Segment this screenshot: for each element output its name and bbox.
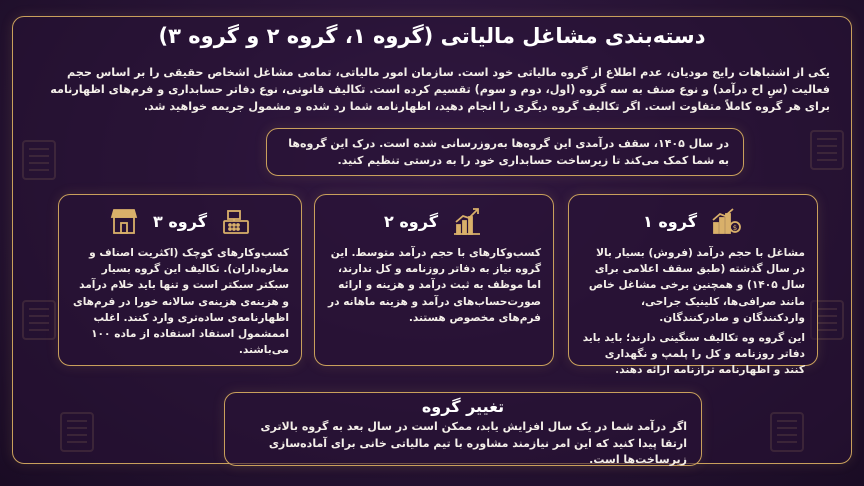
note-box bbox=[266, 128, 744, 176]
change-group-text: اگر درآمد شما در یک سال افزایش یابد، ممکن است در سال بعد به گروه بالاتری ارتقا پیدا کنید که این امر نیازمند مشاوره با تیم مالیاتی خانی برای آماده‌سازی زیرساخت‌ها است. bbox=[260, 420, 687, 466]
group-1-title: گروه ۱ bbox=[643, 211, 697, 231]
intro-paragraph: یکی از اشتباهات رایج مودیان، عدم اطلاع از گروه مالیاتی خود است. سازمان امور مالیاتی، تمامی مشاغل اشخاص حقیقی را بر اساس حجم فعالیت (سِ اح درآمد) و نوع صنف به سه گروه (اول، دوم و سوم) تقسیم کرده است. تکالیف قانونی، نوع دفاتر حسابداری و فرم‌های اظهارنامه برای هر گروه کاملاً متفاوت است. اگر تکالیف گروه دیگری را انجام دهید، اظهارنامه شما رد شده و مشمول جریمه خواهید شد. bbox=[50, 66, 830, 113]
change-group-title: تغییر گروه bbox=[421, 397, 505, 416]
page-title: دسته‌بندی مشاغل مالیاتی (گروه ۱، گروه ۲ و گروه ۳) bbox=[158, 24, 706, 48]
group-3-title: گروه ۳ bbox=[153, 211, 207, 231]
group-2-description: کسب‌وکارهای با حجم درآمد متوسط. این گروه نیاز به دفاتر روزنامه و کل ندارند، اما موظف به ثبت درآمد و هزینه و ارائه صورت‌حساب‌های درآمد و هزینه ماهانه در فرم‌های مخصوص هستند. bbox=[327, 247, 541, 324]
chart-coin-icon bbox=[709, 204, 743, 238]
group-1-description: مشاغل با حجم درآمد (فروش) بسیار بالا در سال گذشته (طبق سقف اعلامی برای سال ۱۴۰۵) و همچنین برخی مشاغل خاص مانند صرافی‌ها، کلینیک جراحی، واردکنندگان و صادرکنندگان. bbox=[588, 247, 805, 324]
group-1-card bbox=[568, 194, 818, 377]
growth-chart-icon bbox=[450, 204, 484, 238]
shop-icon bbox=[107, 204, 141, 238]
cash-register-icon bbox=[219, 204, 253, 238]
group-1-obligations: این گروه وه تکالیف سنگینی دارند؛ باید باید دفاتر روزنامه و کل را پلمپ و نگهداری کنند و اظهارنامه ترازنامه ارائه دهند. bbox=[582, 332, 805, 377]
group-3-description: کسب‌وکارهای کوچک (اکثریت اصناف و مغازه‌داران). تکالیف این گروه بسیار سبکتر سبکتر است و تنها باید خلام درآمد و هزینه‌ی هزینه‌ی سالانه خورا در فرم‌های اظهارنامه‌ی ساده‌تری وارد کنند. اغلب اممشمول استفاد استفاده از ماده ۱۰۰ می‌باشند. bbox=[72, 247, 289, 357]
group-3-card bbox=[58, 194, 302, 366]
svg-text:$: $ bbox=[732, 224, 738, 232]
group-2-card bbox=[314, 194, 554, 366]
note-text: در سال ۱۴۰۵، سقف درآمدی این گروه‌ها به‌روزرسانی شده است. درک این گروه‌ها به شما کمک می‌کند تا زیرساخت حسابداری خود را به درستی تنظیم کنید. bbox=[288, 137, 729, 167]
change-group-box bbox=[224, 392, 702, 466]
group-2-title: گروه ۲ bbox=[384, 211, 438, 231]
